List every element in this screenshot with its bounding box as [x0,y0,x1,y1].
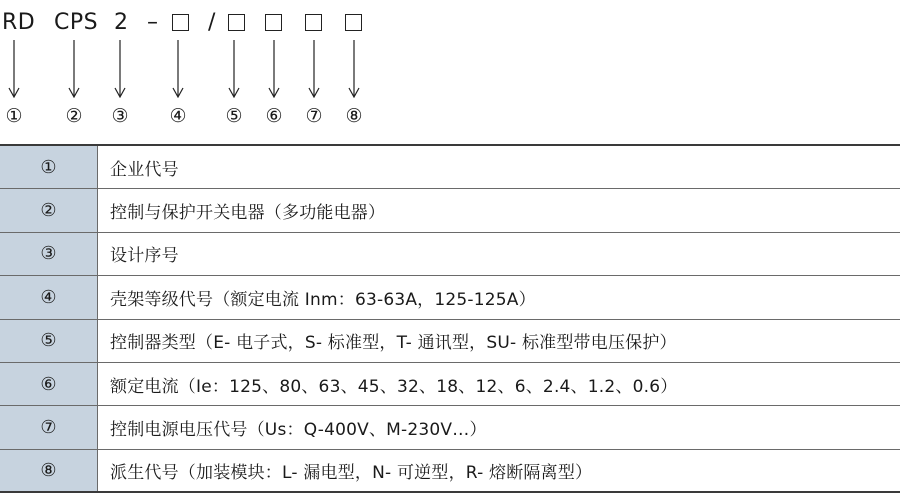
down-arrow-icon [114,40,126,98]
row-description: 设计序号 [110,246,179,267]
row-description: 控制电源电压代号（Us：Q-400V、M-230V…） [110,420,487,441]
row-number: ③ [0,233,98,275]
code-segment-series: 2 [114,10,129,35]
row-number: ⑧ [0,450,98,491]
row-description: 额定电流（Ie：125、80、63、45、32、18、12、6、2.4、1.2、0.6） [110,376,678,397]
table-row [0,320,900,363]
code-placeholder-box-8 [345,14,362,31]
row-description: 企业代号 [110,159,179,180]
row-number: ⑤ [0,320,98,362]
table-row [0,189,900,232]
down-arrow-icon [228,40,240,98]
down-arrow-icon [268,40,280,98]
row-description: 派生代号（加装模块：L- 漏电型，N- 可逆型，R- 熔断隔离型） [110,462,593,483]
code-segment-cps: CPS [54,10,99,35]
table-row [0,363,900,406]
row-number: ④ [0,276,98,318]
row-number: ① [0,146,98,188]
code-legend-table [0,144,900,493]
row-description: 壳架等级代号（额定电流 Inm：63-63A，125-125A） [110,289,536,310]
marker-2: ② [65,105,83,127]
marker-1: ① [5,105,23,127]
row-number: ② [0,189,98,231]
code-segment-dash: – [147,10,159,35]
marker-8: ⑧ [345,105,363,127]
model-code-line [0,8,420,38]
table-row [0,450,900,493]
row-number: ⑦ [0,406,98,448]
down-arrow-icon [68,40,80,98]
marker-4: ④ [169,105,187,127]
down-arrow-icon [172,40,184,98]
table-row [0,146,900,189]
down-arrow-icon [8,40,20,98]
code-segment-rd: RD [2,10,36,35]
table-row [0,406,900,449]
code-placeholder-box-4 [172,14,189,31]
table-row [0,276,900,319]
code-placeholder-box-6 [265,14,282,31]
marker-6: ⑥ [265,105,283,127]
table-row [0,233,900,276]
row-number: ⑥ [0,363,98,405]
down-arrow-icon [348,40,360,98]
marker-5: ⑤ [225,105,243,127]
code-placeholder-box-7 [305,14,322,31]
marker-7: ⑦ [305,105,323,127]
code-placeholder-box-5 [228,14,245,31]
code-segment-slash: / [208,10,216,35]
row-description: 控制器类型（E- 电子式，S- 标准型，T- 通讯型，SU- 标准型带电压保护） [110,333,677,354]
down-arrow-icon [308,40,320,98]
row-description: 控制与保护开关电器（多功能电器） [110,203,386,224]
marker-3: ③ [111,105,129,127]
